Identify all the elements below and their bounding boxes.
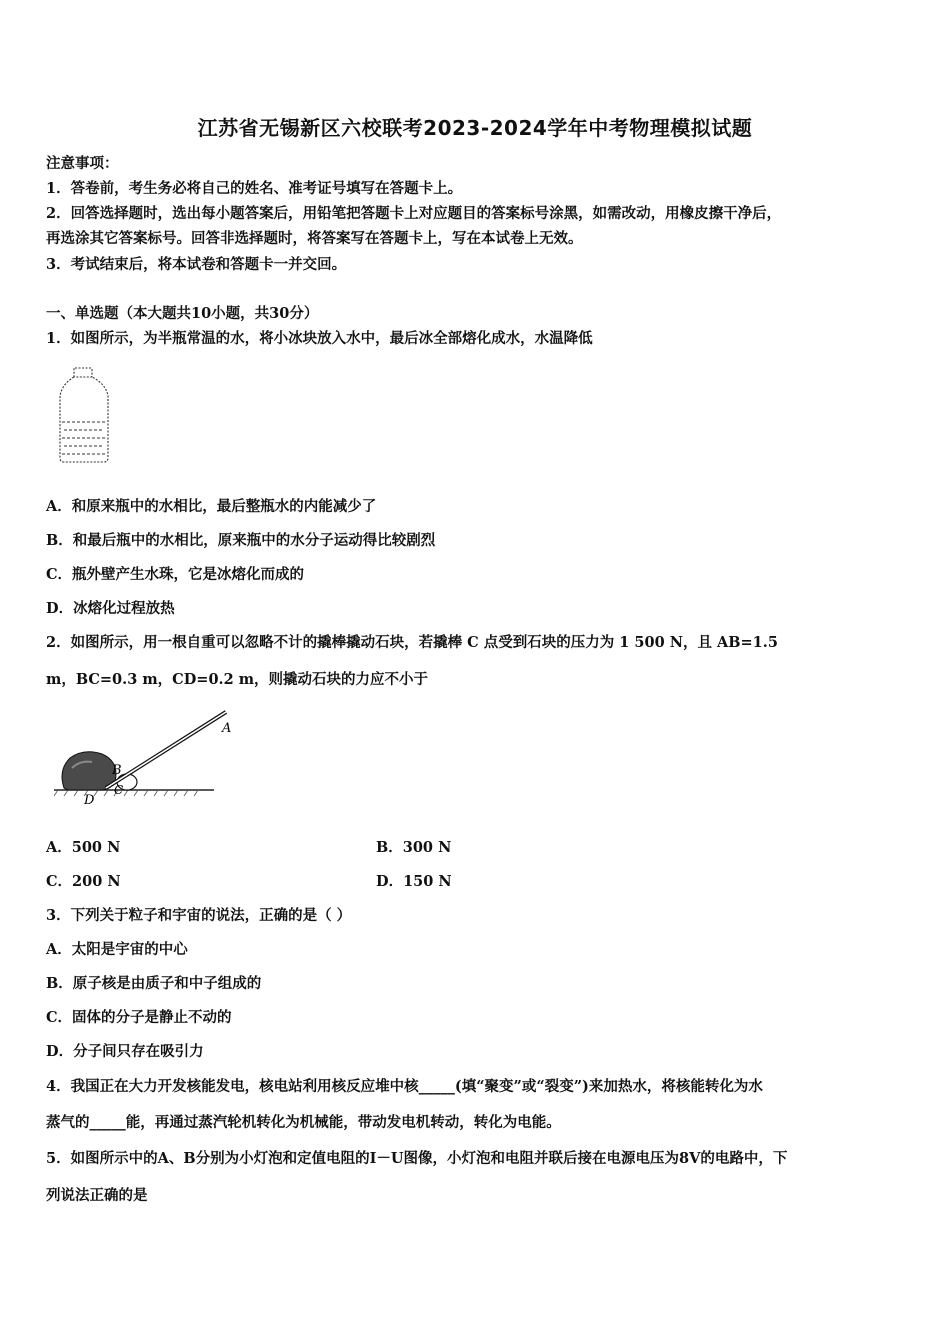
label-c: C bbox=[114, 783, 124, 797]
q1-option-b: B．和最后瓶中的水相比，原来瓶中的水分子运动得比较剧烈 bbox=[46, 532, 436, 549]
bottle-figure bbox=[52, 366, 116, 466]
section-heading: 一、单选题（本大题共10小题，共30分） bbox=[46, 305, 319, 322]
page-title: 江苏省无锡新区六校联考2023-2024学年中考物理模拟试题 bbox=[197, 116, 753, 140]
q4-line1: 4．我国正在大力开发核能发电，核电站利用核反应堆中核_____(填“聚变”或“裂变”)来加热水，将核能转化为水 bbox=[46, 1078, 763, 1095]
notice-item-1: 1．答卷前，考生务必将自己的姓名、准考证号填写在答题卡上。 bbox=[46, 180, 463, 197]
notice-item-2-cont: 再选涂其它答案标号。回答非选择题时，将答案写在答题卡上，写在本试卷上无效。 bbox=[46, 230, 583, 247]
label-d: D bbox=[84, 793, 95, 808]
q1-option-a: A．和原来瓶中的水相比，最后整瓶水的内能减少了 bbox=[46, 498, 377, 515]
q4-line2: 蒸气的_____能，再通过蒸汽轮机转化为机械能，带动发电机转动，转化为电能。 bbox=[46, 1114, 561, 1131]
crowbar-figure bbox=[54, 708, 244, 808]
q5-line1: 5．如图所示中的A、B分别为小灯泡和定值电阻的I－U图像，小灯泡和电阻并联后接在电源电压为8V的电路中，下 bbox=[46, 1150, 788, 1167]
q3-option-a: A．太阳是宇宙的中心 bbox=[46, 941, 188, 958]
q3-stem: 3．下列关于粒子和宇宙的说法，正确的是（ ） bbox=[46, 907, 352, 924]
label-b: B bbox=[112, 763, 122, 778]
q1-option-c: C．瓶外壁产生水珠，它是冰熔化而成的 bbox=[46, 566, 305, 583]
q2-option-d: D．150 N bbox=[376, 873, 452, 890]
q3-option-c: C．固体的分子是静止不动的 bbox=[46, 1009, 232, 1026]
q2-option-c: C．200 N bbox=[46, 873, 121, 890]
q2-stem-line1: 2．如图所示，用一根自重可以忽略不计的撬棒撬动石块，若撬棒 C 点受到石块的压力为 1 500 N，且 AB=1.5 bbox=[46, 634, 778, 651]
q1-stem: 1．如图所示，为半瓶常温的水，将小冰块放入水中，最后冰全部熔化成水，水温降低 bbox=[46, 330, 593, 347]
q2-stem-line2: m，BC=0.3 m，CD=0.2 m，则撬动石块的力应不小于 bbox=[46, 671, 429, 688]
notice-item-3: 3．考试结束后，将本试卷和答题卡一并交回。 bbox=[46, 256, 347, 273]
q2-option-b: B．300 N bbox=[376, 839, 452, 856]
q2-option-a: A．500 N bbox=[46, 839, 121, 856]
notice-item-2: 2．回答选择题时，选出每小题答案后，用铅笔把答题卡上对应题目的答案标号涂黑，如需改动，用橡皮擦干净后， bbox=[46, 205, 782, 222]
q3-option-d: D．分子间只存在吸引力 bbox=[46, 1043, 204, 1060]
q5-line2: 列说法正确的是 bbox=[46, 1187, 148, 1204]
label-a: A bbox=[222, 721, 232, 736]
notice-heading: 注意事项： bbox=[46, 155, 119, 172]
q1-option-d: D．冰熔化过程放热 bbox=[46, 600, 175, 617]
q3-option-b: B．原子核是由质子和中子组成的 bbox=[46, 975, 262, 992]
